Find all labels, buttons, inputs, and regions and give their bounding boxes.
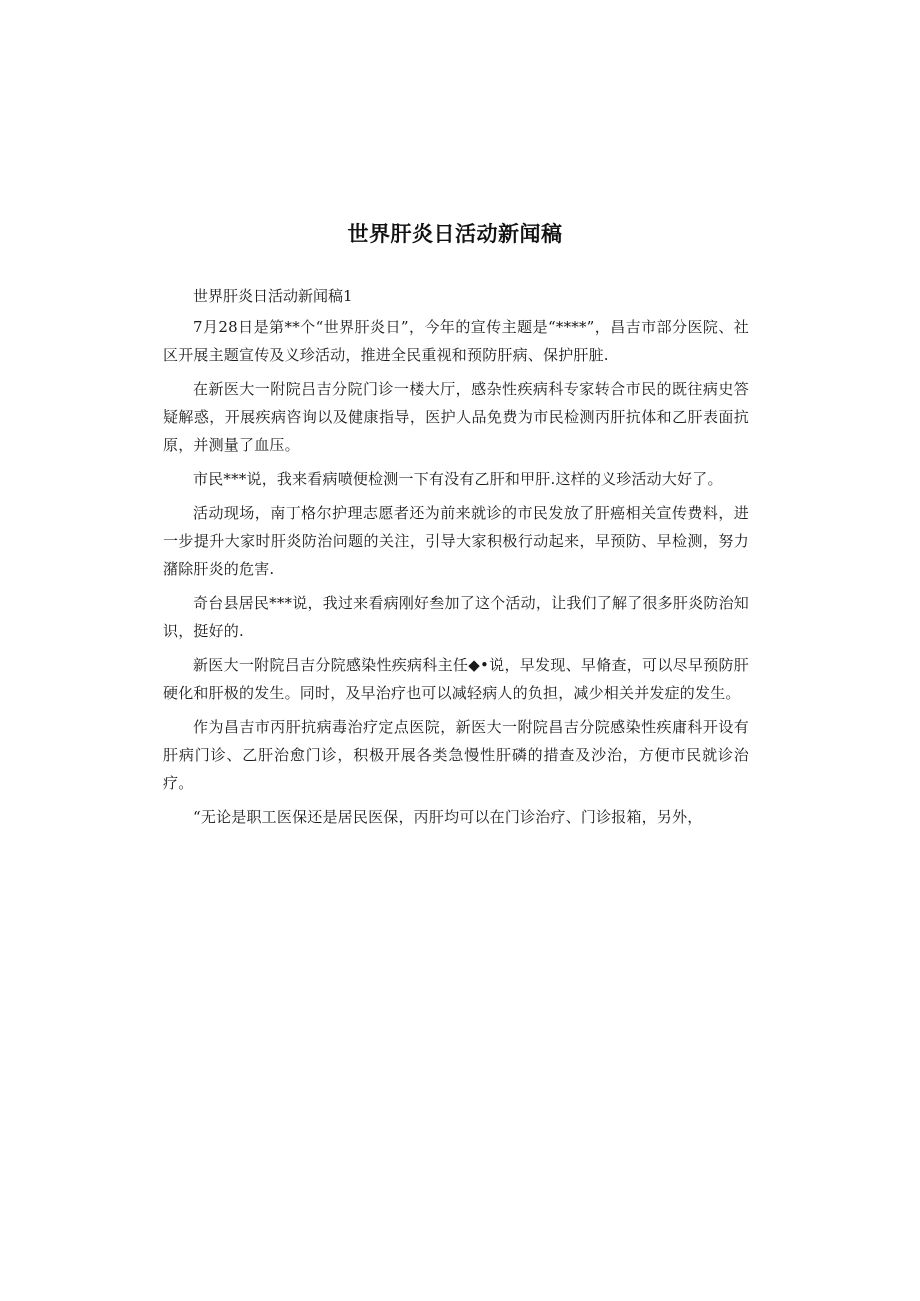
paragraph-5: 奇台县居民***说，我过来看病刚好叁加了这个活动，让我们了解了很多肝炎防治知识，挺好的. (163, 594, 749, 640)
document-subtitle: 世界肝炎日活动新闻稿1 (193, 287, 353, 305)
paragraph-7: 作为昌吉市丙肝抗病毒治疗定点医院，新医大一附院昌吉分院感染性疾庸科开设有肝病门诊、乙肝治愈门诊，积极开展各类急慢性肝磷的措查及沙治，方便市民就诊治疗。 (163, 718, 749, 792)
paragraph-3: 市民***说，我来看病喷便检测一下有没有乙肝和甲肝.这样的义珍活动大好了。 (193, 470, 723, 488)
paragraph-8: “无论是职工医保还是居民医保，丙肝均可以在门诊治疗、门诊报箱，另外， (193, 808, 703, 826)
document-body (163, 285, 749, 831)
paragraph-2: 在新医大一附院吕吉分院门诊一楼大厅，感杂性疾病科专家转合市民的既往病史答疑解惑，开展疾病咨询以及健康指导，医护人品免费为市民检测丙肝抗体和乙肝表面抗原，并测量了血压。 (163, 380, 749, 454)
paragraph-4: 活动现场，南丁格尔护理志愿者还为前来就诊的市民发放了肝癌相关宣传费料，进一步提升大家时肝炎防治问题的关注，引导大家积极行动起来，早预防、早检测，努力潴除肝炎的危害. (163, 504, 749, 578)
paragraph-6: 新医大一附院吕吉分院感染性疾病科主任◆•说，早发现、早脩查，可以尽早预防肝硬化和肝极的发生。同时，及早治疗也可以减轻病人的负担，减少相关并发症的发生。 (163, 656, 749, 702)
document-title: 世界肝炎日活动新闻稿 (347, 222, 563, 246)
paragraph-1: 7月28日是第**个“世界肝炎日”，今年的宣传主题是“****”，昌吉市部分医院、社区开展主题宣传及义珍活动，推进全民重视和预防肝病、保护肝脏. (163, 318, 749, 364)
